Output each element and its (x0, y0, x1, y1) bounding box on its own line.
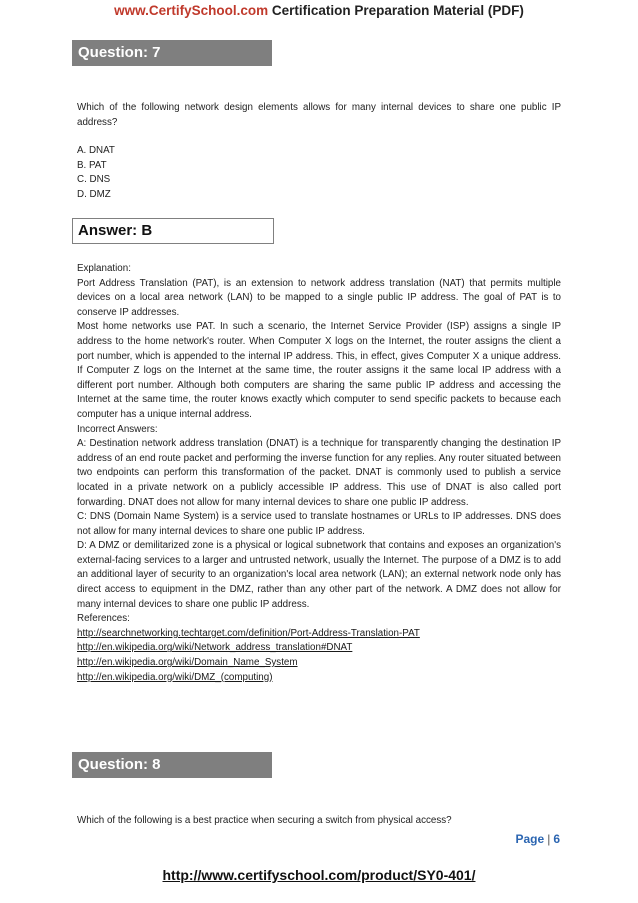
question-8-heading: Question: 8 (72, 752, 272, 778)
references-label: References: (77, 613, 130, 625)
incorrect-answers-label: Incorrect Answers: (77, 423, 158, 435)
page-label: Page (515, 832, 545, 846)
option-b: B. PAT (77, 159, 107, 171)
explanation-paragraph-1: Port Address Translation (PAT), is an extension to network address translation (NAT) that permits multiple devices on a local area network (LAN) to be mapped to a single public IP address. The goal of PAT is to conserve IP addresses. (77, 277, 561, 318)
reference-link[interactable]: http://searchnetworking.techtarget.com/definition/Port-Address-Translation-PAT (77, 627, 420, 639)
reference-link[interactable]: http://en.wikipedia.org/wiki/Domain_Name_System (77, 657, 298, 669)
incorrect-answer-a: A: Destination network address translation (DNAT) is a technique for transparently changing the destination IP address of an end route packet and performing the inverse function for any replies. Any router situated between two endpoints can perform this transformation of the packet. DNAT is commonly used to publish a service located in a private network on a publicly accessible IP address. This use of DNAT is also called port forwarding. DNAT does not allow for many internal devices to share one public IP address. (77, 438, 561, 508)
answer-heading: Answer: B (72, 218, 274, 244)
explanation-paragraph-2: Most home networks use PAT. In such a scenario, the Internet Service Provider (ISP) assigns a single IP address to the home network's router. When Computer X logs on the Internet, the router assigns the client a port number, which is appended to the internal IP address. This, in effect, gives Computer X a unique address. If Computer Z logs on the Internet at the same time, the router assigns it the same local IP address with a different port number. Although both computers are sharing the same public IP address and accessing the Internet at the same time, the router knows exactly which computer to send specific packets to because each computer has a unique internal address. (77, 321, 561, 420)
footer-url-link[interactable]: http://www.certifyschool.com/product/SY0-401/ (162, 867, 476, 883)
reference-link[interactable]: http://en.wikipedia.org/wiki/DMZ_(computing) (77, 671, 273, 683)
option-c: C. DNS (77, 174, 111, 186)
incorrect-answer-c: C: DNS (Domain Name System) is a service used to translate hostnames or URLs to IP addresses. DNS does not allow for many internal devices to share one public IP address. (77, 511, 561, 537)
page-separator: | (547, 832, 551, 846)
page-number-value: 6 (553, 832, 560, 846)
page-header (0, 3, 638, 18)
question-7-heading: Question: 7 (72, 40, 272, 66)
incorrect-answer-d: D: A DMZ or demilitarized zone is a physical or logical subnetwork that contains and exposes an organization's external-facing services to a larger and untrusted network, usually the Internet. The purpose of a DMZ is to add an additional layer of security to an organization's local area network (LAN); an external network node only has direct access to equipment in the DMZ, rather than any other part of the network. A DMZ does not allow for many internal devices to share one public IP address. (77, 540, 561, 610)
explanation-label: Explanation: (77, 263, 131, 274)
question-7-options (77, 144, 561, 202)
reference-link[interactable]: http://en.wikipedia.org/wiki/Network_address_translation#DNAT (77, 642, 353, 654)
option-a: A. DNAT (77, 145, 115, 156)
question-7-text: Which of the following network design elements allows for many internal devices to share one public IP address? (77, 102, 561, 128)
explanation-block (77, 262, 561, 685)
header-title: Certification Preparation Material (PDF) (271, 3, 524, 18)
option-d: D. DMZ (77, 188, 111, 200)
question-8-text: Which of the following is a best practice when securing a switch from physical access? (77, 815, 452, 826)
references-list (77, 627, 561, 685)
header-site-name: www.CertifySchool.com (114, 3, 269, 18)
page-number (516, 832, 561, 846)
